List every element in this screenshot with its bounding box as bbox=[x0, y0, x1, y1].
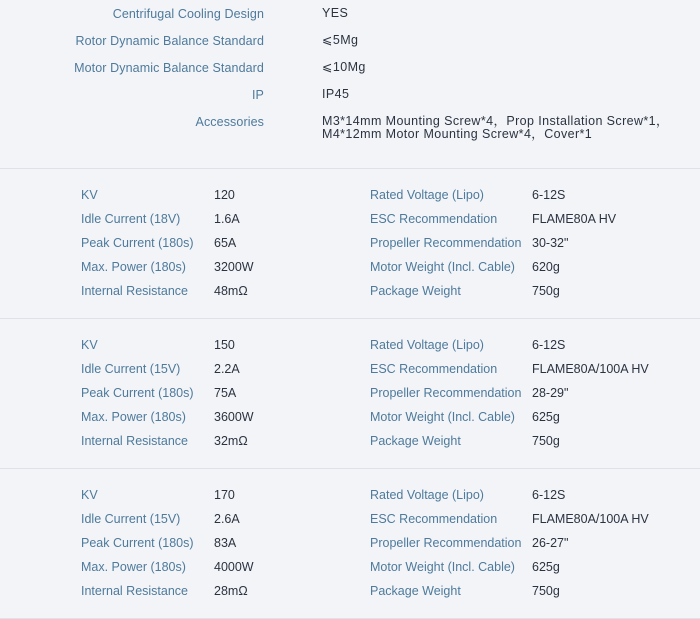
spec-value: 2.2A bbox=[214, 362, 240, 376]
table-row bbox=[0, 338, 700, 354]
spec-label: Peak Current (180s) bbox=[81, 386, 194, 400]
table-row bbox=[0, 410, 700, 426]
spec-value: 83A bbox=[214, 536, 237, 550]
spec-value: 26-27" bbox=[532, 536, 569, 550]
spec-label: ESC Recommendation bbox=[370, 512, 498, 526]
spec-value: FLAME80A/100A HV bbox=[532, 512, 649, 526]
spec-value: 3600W bbox=[214, 410, 254, 424]
spec-label: Propeller Recommendation bbox=[370, 536, 522, 550]
spec-label: Package Weight bbox=[370, 434, 461, 448]
spec-label: Motor Weight (Incl. Cable) bbox=[370, 410, 515, 424]
spec-value: 32mΩ bbox=[214, 434, 248, 448]
spec-label: Package Weight bbox=[370, 584, 461, 598]
spec-value: 65A bbox=[214, 236, 237, 250]
spec-label: Idle Current (15V) bbox=[81, 362, 181, 376]
spec-value: 48mΩ bbox=[214, 284, 248, 298]
spec-value: ⩽5Mg bbox=[322, 33, 359, 47]
spec-label: Max. Power (180s) bbox=[81, 260, 186, 274]
spec-label: Peak Current (180s) bbox=[81, 236, 194, 250]
table-row bbox=[0, 362, 700, 378]
spec-value: 6-12S bbox=[532, 488, 566, 502]
spec-label: KV bbox=[81, 188, 98, 202]
table-row bbox=[0, 536, 700, 552]
table-row bbox=[0, 236, 700, 252]
table-row bbox=[0, 512, 700, 528]
spec-label: Internal Resistance bbox=[81, 284, 189, 298]
variant-block-kv120 bbox=[0, 169, 700, 319]
table-row bbox=[0, 212, 700, 228]
table-row bbox=[0, 584, 700, 600]
spec-label: Rotor Dynamic Balance Standard bbox=[75, 34, 264, 48]
spec-label: KV bbox=[81, 338, 98, 352]
spec-label: Max. Power (180s) bbox=[81, 560, 186, 574]
table-row bbox=[0, 560, 700, 576]
spec-value: 625g bbox=[532, 410, 560, 424]
spec-label: Rated Voltage (Lipo) bbox=[370, 338, 484, 352]
variant-block-kv150 bbox=[0, 319, 700, 469]
spec-label: Motor Weight (Incl. Cable) bbox=[370, 560, 515, 574]
spec-value: 6-12S bbox=[532, 338, 566, 352]
spec-label: ESC Recommendation bbox=[370, 212, 498, 226]
spec-label: Internal Resistance bbox=[81, 434, 189, 448]
general-specs-section bbox=[0, 0, 700, 169]
spec-value: 150 bbox=[214, 338, 235, 352]
variant-block-kv170 bbox=[0, 469, 700, 619]
spec-value: 3200W bbox=[214, 260, 254, 274]
spec-value: 625g bbox=[532, 560, 560, 574]
spec-value: 75A bbox=[214, 386, 237, 400]
spec-label: IP bbox=[251, 88, 264, 102]
spec-label: Centrifugal Cooling Design bbox=[112, 7, 264, 21]
spec-value: 750g bbox=[532, 284, 560, 298]
spec-value: 28mΩ bbox=[214, 584, 248, 598]
spec-label: Motor Dynamic Balance Standard bbox=[74, 61, 264, 75]
spec-value: 1.6A bbox=[214, 212, 240, 226]
spec-value: 120 bbox=[214, 188, 235, 202]
spec-label: Propeller Recommendation bbox=[370, 386, 522, 400]
spec-value: 28-29" bbox=[532, 386, 569, 400]
table-row bbox=[0, 284, 700, 300]
spec-value: 170 bbox=[214, 488, 235, 502]
spec-value: IP45 bbox=[322, 87, 350, 101]
spec-label: KV bbox=[81, 488, 98, 502]
table-row bbox=[0, 260, 700, 276]
table-row bbox=[0, 488, 700, 504]
spec-value: 620g bbox=[532, 260, 560, 274]
spec-value: 750g bbox=[532, 434, 560, 448]
spec-value: 2.6A bbox=[214, 512, 240, 526]
table-row bbox=[0, 188, 700, 204]
spec-label: Rated Voltage (Lipo) bbox=[370, 488, 484, 502]
spec-value: FLAME80A HV bbox=[532, 212, 617, 226]
spec-label: Peak Current (180s) bbox=[81, 536, 194, 550]
spec-value: 30-32" bbox=[532, 236, 569, 250]
spec-label: Internal Resistance bbox=[81, 584, 189, 598]
spec-label: Idle Current (15V) bbox=[81, 512, 181, 526]
table-row bbox=[0, 386, 700, 402]
spec-value: ⩽10Mg bbox=[322, 60, 366, 74]
spec-value: M3*14mm Mounting Screw*4，Prop Installation Screw*1， M4*12mm Motor Mounting Screw*4，Cover*1 bbox=[322, 114, 669, 141]
spec-value: 6-12S bbox=[532, 188, 566, 202]
spec-value: 4000W bbox=[214, 560, 254, 574]
spec-label: Max. Power (180s) bbox=[81, 410, 186, 424]
spec-label: Rated Voltage (Lipo) bbox=[370, 188, 484, 202]
spec-value: FLAME80A/100A HV bbox=[532, 362, 649, 376]
spec-label: Package Weight bbox=[370, 284, 461, 298]
spec-label: Motor Weight (Incl. Cable) bbox=[370, 260, 515, 274]
spec-label: Accessories bbox=[195, 115, 264, 129]
spec-label: ESC Recommendation bbox=[370, 362, 498, 376]
table-row bbox=[0, 434, 700, 450]
spec-value: 750g bbox=[532, 584, 560, 598]
spec-value: YES bbox=[322, 6, 349, 20]
spec-label: Idle Current (18V) bbox=[81, 212, 181, 226]
spec-label: Propeller Recommendation bbox=[370, 236, 522, 250]
